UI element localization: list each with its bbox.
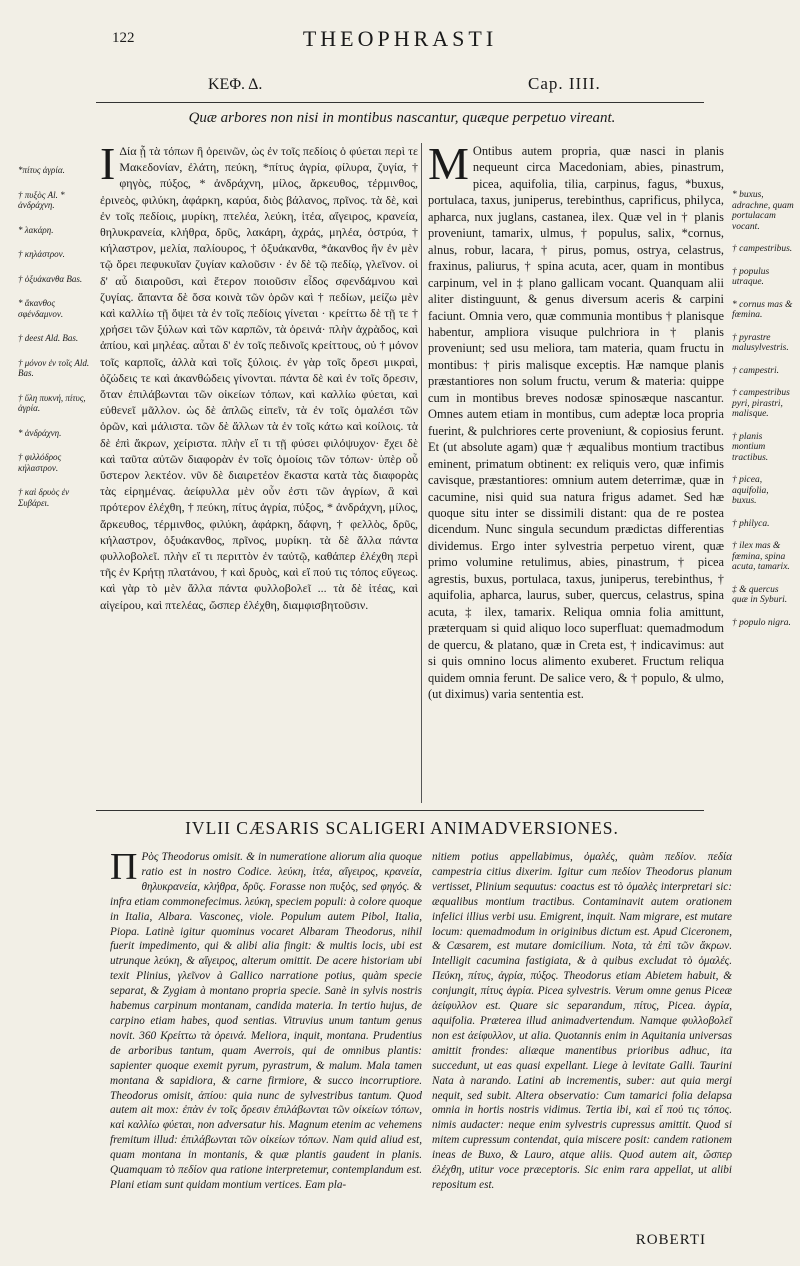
page-number: 122 <box>112 30 135 46</box>
right-margin-note: ‡ & quercus quæ in Syburi. <box>732 584 788 605</box>
left-margin-note: * λακάρη. <box>18 224 54 235</box>
right-margin-note: * buxus, adrachne, quam portulacam vocant. <box>732 190 794 232</box>
header-rule <box>96 102 704 103</box>
greek-dropcap: Ι <box>100 138 116 189</box>
chapter-subtitle: Quæ arbores non nisi in montibus nascantur, quæque perpetuo vireant. <box>188 110 616 126</box>
greek-text-column <box>100 138 418 613</box>
left-margin-note: * ἄκανθος σφένδαμνον. <box>18 298 64 319</box>
left-margin-note: † deest Ald. Bas. <box>18 333 79 343</box>
notes-right-column <box>432 850 732 1193</box>
latin-text: Ontibus autem propria, quæ nasci in planis nequeunt circa Macedoniam, abies, pinastrum, picea, aquifolia, tilia, carpinus, fagus, *buxus, portulaca, taxus, juniperus, terebinthus, caprificus, philyca, apharca, nux juglans, castanea, ilex. Quæ vel in † planis proveniunt, tamarix, ulmus, † populus, salix, *cornus, alnus, robur, lacara, † pirus, pomus, ostrya, celastrus, fraxinus, paliurus, † spina acuta, acer, quam in montibus carpinum, vel in ‡ plano gallicam vocant. Quanquam alii aliter distinguunt, & genus diversum aceris & carpini faciunt. Omnia vero, quæ communia montibus † planisque habentur, ampliora visuque pulchriora in † planis proveniunt; sed usu meliora, tam materia, quam fructu in montibus: † piris malisque exceptis. Hæ namque planis præstantiores non solum fructu, verum & materia: quippe cum in montibus breves nodosæ spinosæque nascantur. Omnes autem etiam in montibus, cum adeptæ loca propria fuerint, & pulchriores certe proveniunt, & copiosius ferunt. Et (ut absolute agam) quæ † æqualibus montium tractibus eminent, primatum obtinent: ex reliquis vero, quæ infimis cavisque, præstantiores: omnium autem deterrimæ, quæ in cacumine, nisi quid sua natura frigus adamet. Sed hæ quoque situ inter se dissimili distant: qua de re postea dicendum. Nunc singula secundum prædictas differentias dividemus. Ergo inter sylvestria perpetuo virent, quæ primo volumine retulimus, abies, pinastrum, † picea agrestis, buxus, portulaca, taxus, juniperus, terebinthus, † aquifolia, apharca, laurus, suber, quercus, celastrus, spina acuta, ‡ ilex, tamarix. Reliqua omnia folia amittunt, præterquam si quid aliquo loco superfluat: quemadmodum de quercu, & platano, quæ in Creta est, † indicavimus: aut si quis omnino locus alimento exuberet. Fructum reliqua quidem omnia ferunt. De salice vero, & † populo, & ulmo, (ut diximus) varia sententia est. <box>428 144 724 701</box>
right-margin-note: † pyrastre malusylvestris. <box>732 332 789 353</box>
latin-dropcap: M <box>428 138 469 189</box>
section-rule <box>96 810 704 811</box>
right-margin-note: † ilex mas & fœmina, spina acuta, tamarix. <box>732 541 790 572</box>
notes-left-column <box>110 846 422 1193</box>
running-title: THEOPHRASTI <box>302 26 498 51</box>
right-margin-note: † planis montium tractibus. <box>732 431 769 463</box>
left-margin-note: † καὶ δρυὸς ἐν Συβάρει. <box>18 487 70 508</box>
right-margin-note: † campestri. <box>732 365 779 376</box>
right-margin-note: * cornus mas & fœmina. <box>732 299 793 320</box>
right-margin-note: † campestribus. <box>732 244 793 254</box>
left-margin-note: † πυξὸς Al. * ἀνδράχνη. <box>18 189 65 210</box>
right-margin-note: † campestribus pyri, pirastri, malisque. <box>732 388 790 419</box>
greek-text: Δία ᾗ τὰ τόπων ἢ ὀρεινῶν, ὡς ἐν τοῖς πεδίοις ὁ φύεται περὶ τε Μακεδονίαν, ἐλάτη, πεύκη, *πίτυς ἀγρία, φίλυρα, ζυγία, † φηγὸς, πύξος, * ἀνδράχνη, μίλος, ἄρκευθος, τέρμινθος, ἐρινεὸς, φιλύκη, ἀφάρκη, καρύα, διὸς βάλανος, πρῖνος. τὰ δὲ, καὶ ἐν τοῖς πεδίοις, μυρίκη, πτελέα, λεύκη, ἰτέα, αἴγειρος, κρανεία, θηλυκρανεία, κλήθρα, δρῦς, λακάρη, ἀχράς, μηλέα, ὀστρύα, † κήλαστρον, μελία, παλίουρος, † ὀξυάκανθα, *ἀκανθος ἣν ἐν μὲν τῷ ὄρει πεφυκυῖαν ζυγίαν καλοῦσιν · ἐν δὲ τῷ πεδίῳ, γλεῖνον. οἱ δ' αὖ διαιροῦσι, καὶ ἕτερον ποιοῦσιν εἶδος σφενδάμνου καὶ ζυγίας. ἅπαντα δὲ ὅσα κοινὰ τῶν ὀρῶν καὶ † πεδίων, μείζω μὲν καὶ καλλίω τῇ ὄψει τὰ ἐν τοῖς πεδίοις γίνεται · κρείττω δὲ τῇ τε † χρήσει τῶν ξύλων καὶ τῶν καρπῶν, τὰ ὀρεινά· πλὴν ἀχρὰδος, καὶ ἀπίου, καὶ μηλέας. αὗται δ' ἐν τοῖς πεδινοῖς κρείττους, οὐ † μόνον τοῖς καρποῖς, ἀλλὰ καὶ τοῖς ξύλοις. ἐν γὰρ τοῖς ὄρεσι μικραὶ, ὀζώδεις τε καὶ ἀκανθώδεις γίνονται. πάντα δὲ καὶ ἐν τοῖς ὄρεσιν, ὅταν ἐπιλάβωνται τῶν οἰκείων τόπων, καὶ καλλίω φύεται, καὶ εὐθενεῖ μᾶλλον. ὡς δὲ ἁπλῶς εἰπεῖν, τὰ ἐν τοῖς ὁμαλέσι τῶν ὀρῶν, καὶ μάλιστα. τῶν δὲ ἄλλων τὰ ἐν τοῖς κάτω καὶ κοίλοις. τὰ δὲ ἐπὶ ἄκρων, χείριστα. πλὴν εἴ τι τῇ φύσει φιλόψυχον· ἔχει δὲ καὶ ταῦτα αὐτῶν διαφορὰν ἐν τοῖς ὁμοίοις τῶν τόπων· ὑπὲρ οὗ ὕστερον λεκτέον. νῦν δὲ διαιρετέον ἕκαστα κατὰ τὰς διαφορὰς τὰς εἰρημένας. ἀείφυλλα μὲν οὖν ἐστι τῶν ἀγρίων, ἃ καὶ πρότερον ἐλέχθη, † πεύκη, πίτυς ἀγρία, πύξος, * ἀνδράχνη, μίλος, ἄρκευθος, τέρμινθος, φιλύκη, ἀφάρκη, δάφνη, † φελλὸς, δρῦς, κήλαστρον, ὀξυάκανθος, πρῖνος, μυρίκη. τὰ δὲ ἄλλα πάντα φυλλοβολεῖ. πλὴν εἴ τι περιττὸν ἐν ταὐτῷ, καθάπερ ἐλέχθη περὶ τῆς ἐν Κρήτῃ πλατάνου, † καὶ δρυὸς, καὶ εἴ πού τις τόπος εὔγεως. καὶ γὰρ τὸ μὲν ἄλλα πάντα φυλλοβολεῖ ... τὰ δὲ ἰτέας, καὶ αἰγείρου, καὶ πτελέας, ὥσπερ ἐλέχθη, διαμφισβητοῦσιν. <box>100 144 418 612</box>
latin-text-column <box>428 138 724 702</box>
notes-dropcap: Π <box>110 846 138 888</box>
left-margin-note: * ἀνδράχνη. <box>18 427 62 438</box>
left-margin-note: *πίτυς ἀγρία. <box>18 165 65 175</box>
chapter-latin: Cap. IIII. <box>528 74 601 93</box>
left-margin-note: † μόνον ἐν τοῖς Ald. Bas. <box>18 357 90 378</box>
right-margin-note: † philyca. <box>732 518 770 529</box>
right-margin-notes <box>732 190 794 640</box>
left-margin-note: † ὕλη πυκνή, πίτυς, ἀγρία. <box>18 392 86 413</box>
left-margin-notes <box>18 165 94 522</box>
chapter-greek: ΚΕΦ. Δ. <box>208 76 263 93</box>
right-margin-note: † picea, aquifolia, buxus. <box>732 475 769 506</box>
left-margin-note: † κηλάστρον. <box>18 249 65 259</box>
notes-left-text: Ρὸς Theodorus omisit. & in numeratione aliorum alia quoque ratio est in nostro Codice. λεύκη, ἰτέα, αἴγειρος, κρανεία, θηλυκρανεία, κλήθρα, δρῦς. Forasse non πυξὸς, sed φηγός. & infra etiam commonefecimus. λεύκη, speciem populi: à colore quoque in Italia, Albara. Vasconeς, viole. Populum autem Pibol, Italia, Piopa. Latinè igitur quominus vocaret Albaram Theodorus, nihil fuerit impedimento, qui & alibi alia fingit: & multis locis, ubi est utrunque λεύκη, & αἴγειρος, alterum omittit. De acere historiam ubi texit Plinius, γλεῖνον à Gallico narratione potius, quàm specie separat, & Zygiam à montano propria specie. Sanè in sylvis nostris habemus carpinum montanam, candida materia. In tertio hujus, de carpino etiam habes, quod sentias. Vitruvius unum tantum genus novit. 360 Κρείττω τὰ ὀρεινά. Meliora, inquit, montana. Prudentius de arboribus tantum, quam Averrois, qui de omnibus plantis: sapienter quoque exemit pyrum, pyrastrum, & malum. Mala tamen montana & sapidiora, & carne firmiore, & succo incorruptiore. Theodorus omisit, ἀπίου: quia nunc de sylvestribus tantum. Quod autem ait mox: ἐπὰν ἐν τοῖς ὄρεσιν ἐπιλάβωνται τῶν οἰκείων τόπων, καὶ καλλίω φύεται, non adversatur his. Magnum etenim ac vehemens fremitum illud: ἐπιλάβωνται τῶν οἰκείων τόπων. Nam quid aliud est, quam montana in montanis, & quæ plantis gaudent in planis. Quamquam τὸ πεδίον qua ratione interpretemur, contemplandum est. Plani etiam sunt quidam montium vertices. Eam pla- <box>110 851 422 1191</box>
catchword: ROBERTI <box>635 1232 706 1248</box>
notes-right-text: nitiem potius appellabimus, ὁμαλές, quàm πεδίον. πεδία campestria citius dixerim. Igitur cum πεδίον Theodorus planum vertisset, Plinium sequutus: coactus est τὸ ὁμαλὲς interpretari sic: æqualibus montium tractibus. Contaminavit autem orationem infelici illius verbi usu. Emigrent, inquit. Nam migrare, est mutare locum: quemadmodum in originibus dictum est. Apud Ciceronem, & Cæsarem, est mutare domicilium. Nota, τὰ ἐπὶ τῶν ἄκρων. Intelligit cacumina fastigiata, & à quibus excludat τὸ ὁμαλές. Πεύκη, πίτυς, ἀγρία, πύξος. Theodorus etiam Abietem habuit, & conjungit, πίτυς ἀγρία. Picea sylvestris. Verum omne genus Piceæ ἀείφυλλον est. Quare sic separandum, πίτυς, Picea. ἀγρία, aquifolia. Præterea illud animadvertendum. Namque φυλλοβολεῖ non est ἀείφυλλον, ut alia. Quotannis enim in Aquitania universas amittit frondes: aliæque manentibus prioribus adhuc, ita succedunt, ut eas quasi expellant. Liege à levitate Galli. Taurini Nata à narando. Latini ab incrementis, suber: aut quia mergi nequit, sed subit. Altera observatio: Cum tamarici folia delapsa omnia in hortis nostris vidimus. Tertia ibi, καὶ εἴ πού τις τόπος. nimis audacter: neque enim sylvestris cupressus amittit. Quod si mitem cupressum contendat, quia miscere posit: candem rationem ineas de Buxo, & Lauro, atque aliis. Quod autem ait, ὥσπερ ἐλέχθη, utitur voce præceptoris. Sic enim rara appellat, ut alibi repositum est. <box>432 851 732 1191</box>
notes-section-title: IVLII CÆSARIS SCALIGERI ANIMADVERSIONES. <box>185 818 619 838</box>
left-margin-note: † ὀξυάκανθα Bas. <box>18 273 83 284</box>
right-margin-note: † populo nigra. <box>732 617 791 628</box>
right-margin-note: † populus utraque. <box>732 266 770 287</box>
left-margin-note: † φιλλόδρος κήλαστρον. <box>18 452 62 473</box>
column-divider <box>421 143 422 803</box>
